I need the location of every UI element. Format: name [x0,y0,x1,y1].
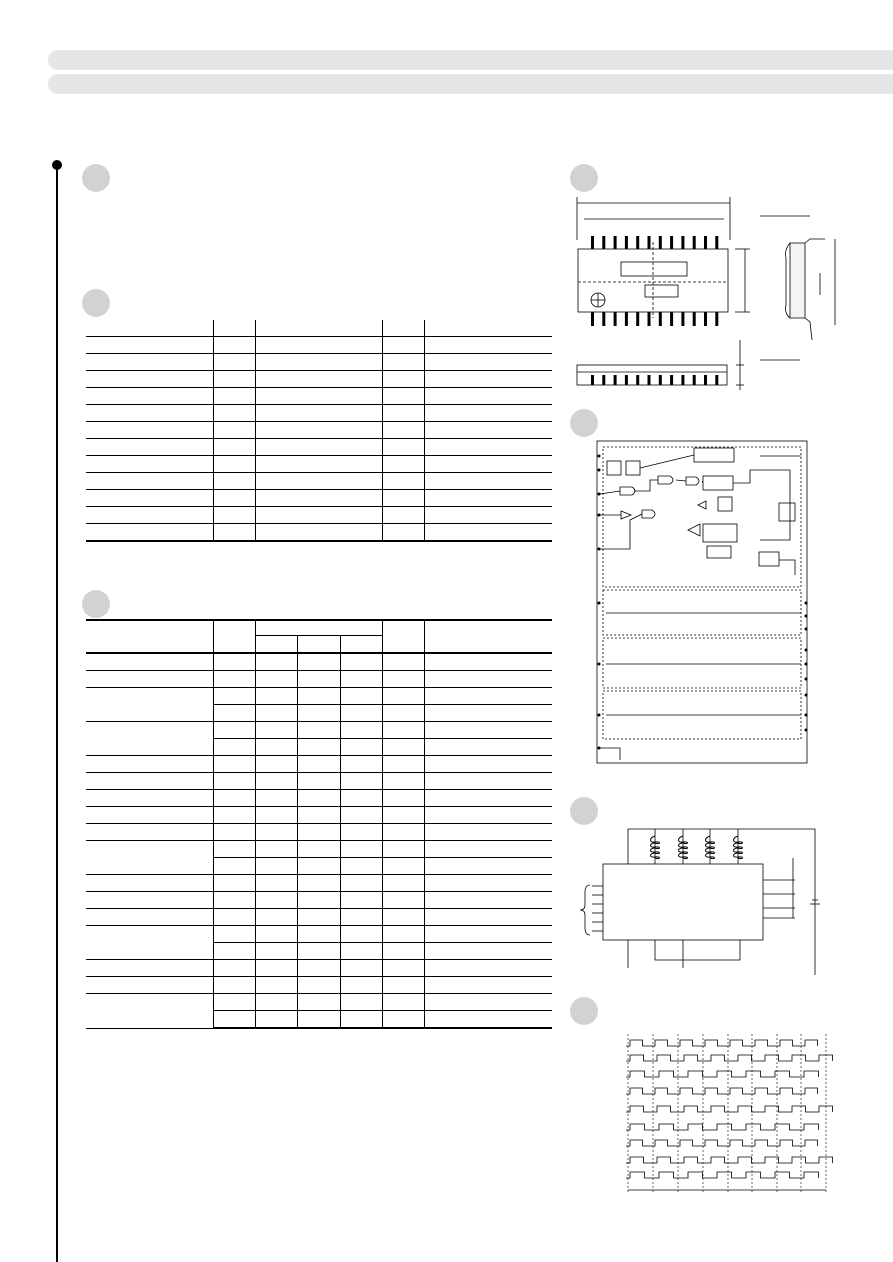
package-pin-top [591,236,594,249]
table-row [86,456,552,473]
pin-node-icon [805,602,808,605]
table-row [86,926,552,943]
timing-chart-bullet-icon [570,997,598,1025]
table-header-row [86,320,552,337]
table-row [86,354,552,371]
pin-assignment-table [86,320,552,542]
pin-node-icon [805,694,808,697]
package-pin-bottom [715,312,718,326]
table-row [86,439,552,456]
table-row [86,653,552,671]
pin-node-icon [598,514,601,517]
package-pin-top [670,236,673,249]
pin-node-icon [805,714,808,717]
table-row [86,960,552,977]
package-pin-bottom [704,312,707,326]
table-row [86,722,552,739]
package-pin-bottom [591,312,594,326]
pin-node-icon [598,493,601,496]
pin-node-icon [598,747,601,750]
package-pin-bottom [614,312,617,326]
pin-node-icon [598,548,601,551]
table-row [86,524,552,542]
table-row [86,807,552,824]
package-pin-footprint [636,375,639,385]
package-pin-top [648,236,651,249]
table-row [86,841,552,858]
motor-coil-icon [679,836,688,859]
pin-node-icon [805,663,808,666]
timing-waveform [626,1055,833,1061]
package-pin-top [659,236,662,249]
left-margin-rule [56,164,58,1262]
table-row [86,892,552,909]
package-pin-bottom [625,312,628,326]
package-pin-top [614,236,617,249]
package-pin-footprint [715,375,718,385]
table-row [86,875,552,892]
table-row [86,977,552,994]
timing-waveform [626,1140,818,1146]
motor-coil-icon [651,836,660,859]
table-row [86,824,552,841]
package-pin-bottom [659,312,662,326]
table-row [86,490,552,507]
table-row [86,507,552,524]
package-pin-top [693,236,696,249]
package-pin-top [704,236,707,249]
timing-waveform [626,1040,818,1046]
table-header-row [86,620,552,636]
package-pin-footprint [602,375,605,385]
table-row [86,337,552,354]
header-band-top [48,50,893,70]
pin-assignment-bullet-icon [82,289,110,317]
package-pin-top [681,236,684,249]
package-pin-footprint [670,375,673,385]
package-pin-footprint [591,375,594,385]
table-row [86,688,552,705]
table-row [86,371,552,388]
package-pin-top [715,236,718,249]
table-row [86,756,552,773]
motor-coil-icon [734,836,743,859]
package-pin-footprint [693,375,696,385]
table-row [86,671,552,688]
pin-node-icon [598,455,601,458]
table-row [86,405,552,422]
pin-node-icon [805,678,808,681]
table-row [86,388,552,405]
electrical-characteristics-bullet-icon [82,590,110,618]
package-pin-footprint [659,375,662,385]
electrical-characteristics-table [86,619,552,1029]
package-pin-top [636,236,639,249]
block-diagram-bullet-icon [570,409,598,437]
package-pin-bottom [636,312,639,326]
package-pin-footprint [614,375,617,385]
pin-node-icon [598,714,601,717]
pin-node-icon [598,663,601,666]
package-pin-footprint [648,375,651,385]
package-pin-bottom [648,312,651,326]
timing-waveform [626,1157,833,1163]
table-row [86,422,552,439]
timing-waveform [626,1088,818,1094]
application-circuit-bullet-icon [570,797,598,825]
timing-waveform [626,1106,833,1112]
table-row [86,909,552,926]
motor-coil-icon [706,836,715,859]
package-pin-top [602,236,605,249]
package-outline-bullet-icon [570,164,598,192]
timing-waveform [626,1071,819,1077]
table-row [86,994,552,1011]
header-band-bottom [48,74,893,94]
pin-node-icon [598,602,601,605]
table-row [86,790,552,807]
package-pin-bottom [681,312,684,326]
timing-waveform [626,1172,819,1178]
package-pin-footprint [625,375,628,385]
table-row [86,473,552,490]
package-pin-footprint [681,375,684,385]
package-pin-top [625,236,628,249]
pin-node-icon [598,469,601,472]
pin-node-icon [805,729,808,732]
pin-node-icon [805,649,808,652]
package-pin-bottom [693,312,696,326]
timing-waveform [626,1124,819,1130]
pin-node-icon [805,615,808,618]
features-bullet-icon [82,164,110,192]
rule-start-dot-icon [52,160,62,170]
package-pin-footprint [704,375,707,385]
package-pin-bottom [670,312,673,326]
pin-node-icon [805,628,808,631]
package-pin-bottom [602,312,605,326]
table-row [86,773,552,790]
